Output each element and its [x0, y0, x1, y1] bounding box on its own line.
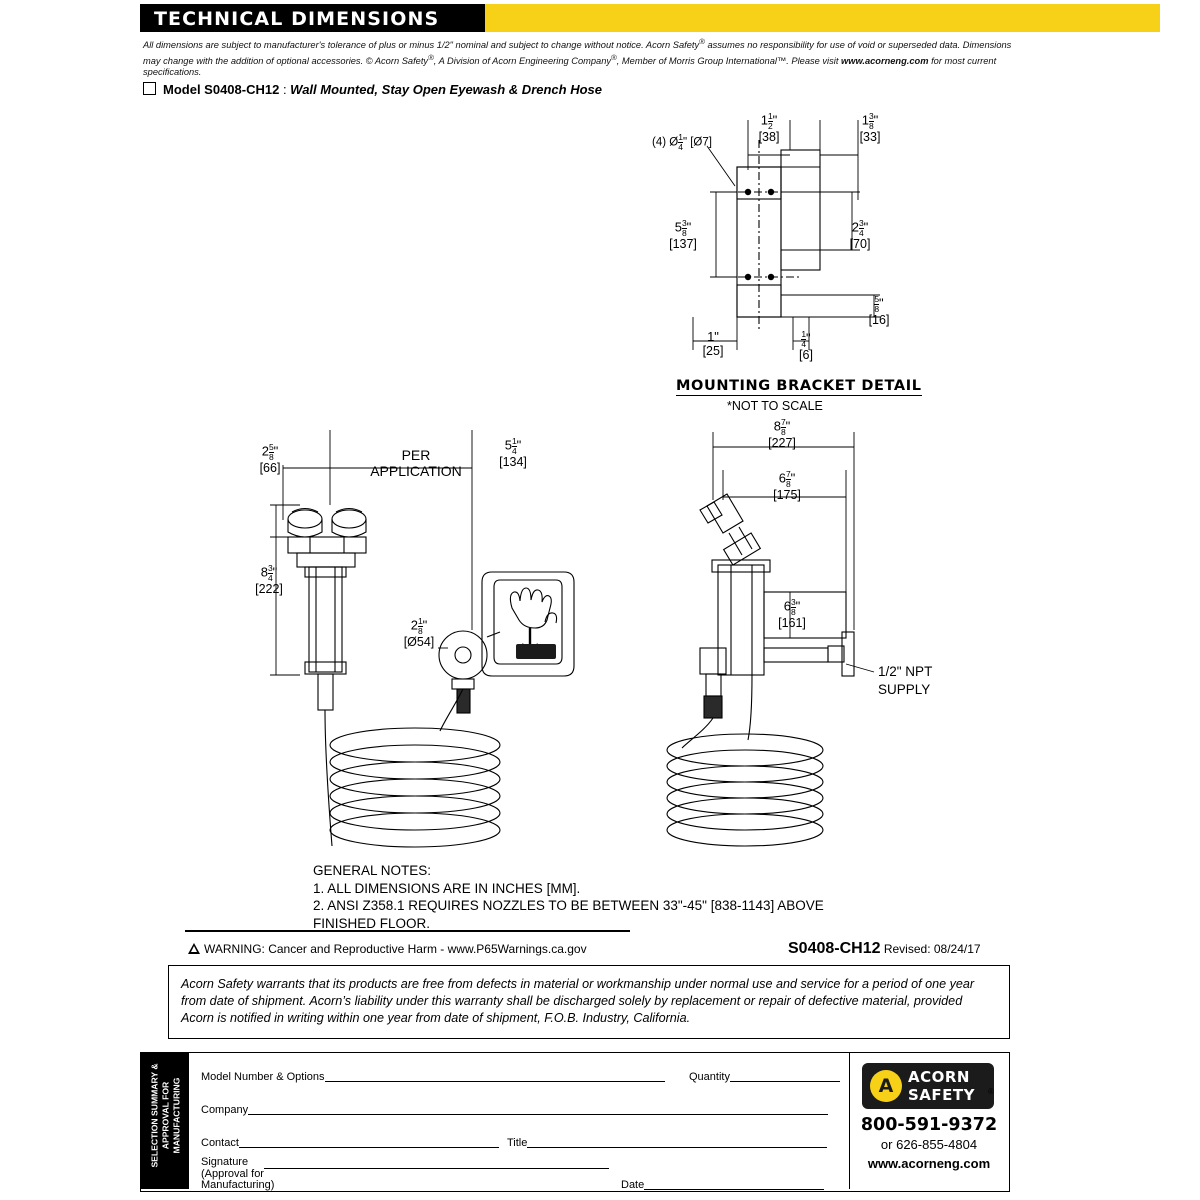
revision-date: Revised: 08/24/17	[880, 942, 981, 956]
field-company	[201, 1103, 828, 1116]
dim-mm: [33]	[859, 130, 881, 144]
dim-fraction: $\frac{5}{8}$	[874, 294, 880, 314]
dim-mm: [227]	[768, 436, 796, 450]
prop65-warning	[188, 942, 587, 956]
brand-name-line1: ACORN	[908, 1068, 970, 1086]
field-contact	[201, 1136, 499, 1149]
registered-mark-2: ®	[428, 52, 434, 62]
field-date	[621, 1178, 824, 1191]
bracket-detail-title: MOUNTING BRACKET DETAIL	[676, 378, 922, 394]
field-label: Date	[621, 1179, 645, 1191]
dim-mm: [Ø54]	[403, 635, 435, 649]
warning-triangle-icon	[188, 943, 200, 954]
dim-mm: [161]	[778, 616, 806, 630]
field-label: Model Number & Options	[201, 1071, 325, 1083]
dim-unit: "	[686, 219, 692, 235]
dim-fraction: $\frac{3}{8}$	[868, 111, 874, 131]
model-prefix: Model	[163, 82, 205, 97]
hole-qty-text: (4) Ø	[652, 136, 679, 149]
dim-fraction: $\frac{3}{8}$	[790, 597, 796, 617]
field-label: Quantity	[689, 1071, 730, 1083]
brand-website[interactable]: www.acorneng.com	[867, 1156, 991, 1171]
brand-block	[849, 1053, 1008, 1189]
page-title: TECHNICAL DIMENSIONS	[154, 8, 440, 30]
dim-unit: "	[879, 295, 884, 311]
acorn-logo	[862, 1063, 994, 1109]
dim-unit: "	[422, 617, 428, 633]
dim-whole: 5	[504, 437, 512, 453]
dim-whole: 8	[260, 564, 268, 580]
quantity-input[interactable]	[730, 1070, 840, 1082]
general-note-1: 1. ALL DIMENSIONS ARE IN INCHES [MM].	[313, 880, 581, 896]
registered-mark-3: ®	[611, 52, 617, 62]
dim-whole: 6	[778, 470, 786, 486]
warning-divider	[185, 930, 630, 932]
dim-unit: "	[785, 418, 791, 434]
website-link[interactable]: www.acorneng.com	[841, 55, 929, 66]
dim-mm: [25]	[702, 344, 724, 358]
field-quantity	[689, 1070, 840, 1083]
dim-fraction: $\frac{3}{8}$	[681, 218, 687, 238]
dim-unit: "	[790, 470, 796, 486]
warranty-text: Acorn Safety warrants that its products are free from defects in material or workmanship under normal use and service for a period of one year from date of shipment. Acorn’s liability under this warranty shall be discharged solely by replacement or repair of defective material, provided Acorn is notified in writing within one year from date of shipment, F.O.B. Industry, California.	[181, 977, 975, 1025]
dim-whole: 8	[773, 418, 781, 434]
brand-phone-alt: or 626-855-4804	[880, 1137, 978, 1152]
per-application-line2: APPLICATION	[370, 463, 462, 479]
supply-label-line1: 1/2" NPT	[878, 664, 933, 679]
signature-input-wrap	[264, 1157, 609, 1170]
dim-fraction: $\frac{7}{8}$	[780, 417, 786, 437]
per-application-line1: PER	[401, 447, 431, 463]
dim-whole: 5	[674, 219, 682, 235]
dim-whole: 1	[861, 112, 869, 128]
dim-unit: "	[714, 329, 719, 344]
brand-phone: 800-591-9372	[860, 1115, 998, 1135]
dim-unit: "	[516, 437, 522, 453]
hole-unit-text: " [Ø7]	[682, 136, 712, 149]
dim-fraction: $\frac{1}{4}$	[511, 436, 517, 456]
dim-whole: 1	[707, 329, 715, 344]
acorn-mark-letter: A	[878, 1075, 894, 1097]
dim-fraction: $\frac{1}{8}$	[417, 616, 423, 636]
revision-model: S0408-CH12	[788, 940, 881, 957]
field-label: Contact	[201, 1137, 239, 1149]
dim-unit: "	[772, 112, 778, 128]
dim-mm: [38]	[758, 130, 780, 144]
footer-sidebar	[141, 1053, 189, 1189]
dim-unit: "	[272, 564, 278, 580]
dim-mm: [137]	[669, 237, 697, 251]
model-options-input[interactable]	[325, 1070, 665, 1082]
registered-mark-1: ®	[699, 37, 705, 46]
field-label: Title	[507, 1137, 528, 1149]
dim-fraction: $\frac{1}{4}$	[801, 329, 807, 349]
disclaimer-line-2: assumes no responsibility for use of void or superseded	[704, 40, 937, 51]
model-separator: :	[279, 82, 291, 97]
approval-form	[189, 1053, 849, 1189]
dim-whole: 1	[760, 112, 768, 128]
dim-whole: 6	[783, 598, 791, 614]
footer-sidebar-label: SELECTION SUMMARY & APPROVAL FOR MANUFACTURING	[149, 1063, 182, 1168]
disclaimer-line-4: , A Division of Acorn Engineering Company	[433, 55, 612, 66]
dim-unit: "	[273, 443, 279, 459]
signature-label: Signature	[201, 1156, 249, 1168]
model-number: S0408-CH12	[204, 82, 280, 97]
general-note-2: 2. ANSI Z358.1 REQUIRES NOZZLES TO BE BETWEEN 33"-45" [838-1143] ABOVE	[313, 898, 824, 913]
dim-mm: [66]	[259, 461, 281, 475]
field-model-options	[201, 1070, 665, 1083]
dim-fraction: $\frac{3}{4}$	[858, 218, 864, 238]
date-input[interactable]	[644, 1178, 824, 1190]
dim-mm: [6]	[799, 348, 813, 362]
dim-fraction: $\frac{7}{8}$	[785, 469, 791, 489]
general-note-3: FINISHED FLOOR.	[313, 915, 431, 931]
brand-name-line2: SAFETY	[908, 1086, 975, 1104]
general-notes	[313, 862, 824, 932]
side-dim-depth	[750, 418, 814, 450]
side-dim-projection	[755, 470, 819, 502]
revision-block	[788, 940, 981, 958]
disclaimer-line-1: All dimensions are subject to manufacturer's tolerance of plus or minus 1/2" nominal and subject to change without notice. Acorn Safety	[143, 40, 700, 51]
brand-registered-mark: ®	[988, 1087, 994, 1096]
dim-fraction: $\frac{1}{2}$	[767, 111, 773, 131]
dim-whole: 2	[261, 443, 269, 459]
dim-unit: "	[795, 598, 801, 614]
warning-text: WARNING: Cancer and Reproductive Harm - www.P65Warnings.ca.gov	[204, 942, 587, 956]
dim-mm: [134]	[499, 455, 527, 469]
approval-label-2: Manufacturing)	[201, 1179, 275, 1191]
dim-mm: [16]	[868, 313, 890, 327]
dim-fraction: $\frac{5}{8}$	[268, 442, 274, 462]
warranty-box	[168, 965, 1010, 1039]
field-title	[507, 1136, 827, 1149]
field-label: Company	[201, 1104, 249, 1116]
general-notes-title: GENERAL NOTES:	[313, 863, 432, 878]
dim-mm: [70]	[849, 237, 871, 251]
bracket-detail-subtitle: *NOT TO SCALE	[727, 399, 823, 413]
signature-input[interactable]	[264, 1157, 609, 1169]
company-input[interactable]	[248, 1103, 828, 1115]
dim-whole: 2	[851, 219, 859, 235]
dim-mm: [222]	[255, 582, 283, 596]
dim-whole: 2	[410, 617, 418, 633]
dim-unit: "	[806, 330, 811, 346]
approval-label-1: (Approval for	[201, 1167, 264, 1180]
dim-unit: "	[863, 219, 869, 235]
side-dim-height	[760, 598, 824, 630]
dim-unit: "	[873, 112, 879, 128]
dim-mm: [175]	[773, 488, 801, 502]
disclaimer-line-3: data. Dimensions may change with the addition of optional accessories. © Acorn Safety	[143, 40, 1012, 66]
disclaimer-line-5: , Member of Morris Group International™. Please visit	[616, 55, 839, 66]
title-input[interactable]	[527, 1136, 827, 1148]
dim-fraction: $\frac{3}{4}$	[267, 563, 273, 583]
contact-input[interactable]	[239, 1136, 499, 1148]
disclaimer-line-6: for most current specifications.	[143, 55, 997, 77]
model-description: Wall Mounted, Stay Open Eyewash & Drench Hose	[290, 82, 603, 97]
hole-fraction: $\frac{1}{4}$	[678, 132, 683, 152]
selection-summary-footer	[140, 1052, 1010, 1192]
supply-label-line2: SUPPLY	[878, 682, 931, 697]
